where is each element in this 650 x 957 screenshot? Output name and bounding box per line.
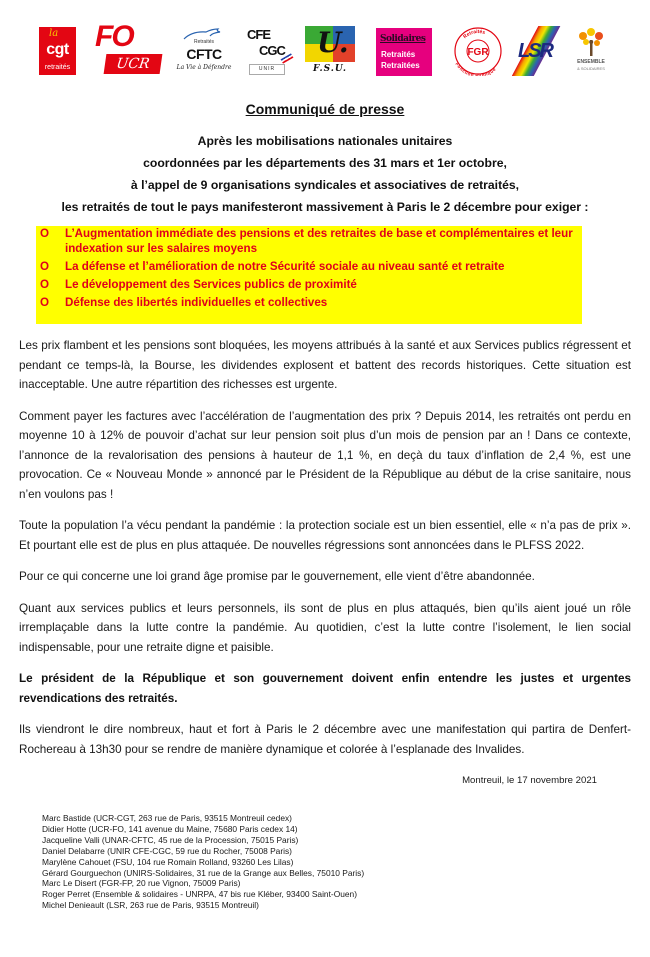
tree-icon — [577, 28, 605, 58]
body-paragraph: Toute la population l’a vécu pendant la pandémie : la protection sociale est un bien essentiel, elle « n’a pas de prix ». Et pourtant elle est de plus en plus attaquée. De nouvelles régressions sont annoncées dans le PLFSS 2022. — [19, 519, 631, 552]
demand-item — [36, 277, 582, 292]
intro-line: Après les mobilisations nationales unitaires — [197, 134, 453, 148]
solidaires-logo — [376, 28, 432, 76]
fgr-fp-logo — [452, 26, 504, 76]
logo-text: UNIR — [249, 64, 285, 75]
logo-text: Retraitées — [381, 61, 420, 70]
intro-line: les retraités de tout le pays manifesteront massivement à Paris le 2 décembre pour exiger : — [61, 200, 589, 214]
logo-text: F.S.U. — [312, 64, 348, 74]
signatory: Gérard Gourguechon (UNIRS-Solidaires, 31 rue de la Grange aux Belles, 75010 Paris) — [42, 867, 365, 878]
body-paragraph: Comment payer les factures avec l’accélération de l’augmentation des prix ? Depuis 2014, les retraités ont perdu en moyenne 10 à 12% de pouvoir d’achat sur leur pension soit plus d’un mois de pension par an ! Dans ce contexte, l’annonce de la revalorisation des pensions à hauteur de 1,1 %, en deçà du taux d’inflation de 2,4 %, est une provocation. Ce « Nouveau Monde » annoncé par le Président de la République au début de la crise sanitaire, nous n’en voulons pas ! — [19, 409, 631, 501]
logo-text: & SOLIDAIRES — [577, 66, 605, 71]
date-line: Montreuil, le 17 novembre 2021 — [462, 775, 597, 786]
logo-text: CFE — [247, 27, 270, 42]
demand-item — [36, 259, 582, 274]
circle-bullet-icon: O — [40, 278, 50, 291]
logo-text: la — [49, 28, 59, 39]
demand-text: L’Augmentation immédiate des pensions et des retraites de base et complémentaires et leur indexation sur les salaires moyens — [65, 227, 573, 255]
signatory: Didier Hotte (UCR-FO, 141 avenue du Maine, 75680 Paris cedex 14) — [42, 823, 298, 834]
signatory: Michel Denieault (LSR, 263 rue de Paris, 93515 Montreuil) — [42, 900, 259, 911]
logo-text: LSR — [518, 40, 552, 62]
logo-text: CGC — [259, 43, 285, 58]
logo-text: La Vie à Défendre — [176, 64, 232, 71]
logo-text: UCR — [104, 54, 163, 74]
fgr-circle-icon — [452, 26, 504, 76]
cgt-retraites-logo — [39, 27, 76, 75]
cfe-cgc-logo — [245, 26, 293, 76]
signatory: Jacqueline Valli (UNAR-CFTC, 45 rue de la Procession, 75015 Paris) — [42, 834, 299, 845]
signatories-list — [42, 813, 631, 911]
logo-text: Fonction Publique — [454, 61, 497, 76]
logo-text: U. — [317, 26, 349, 59]
demand-text: Défense des libertés individuelles et collectives — [65, 296, 328, 309]
signatory: Marc Bastide (UCR-CGT, 263 rue de Paris, 93515 Montreuil cedex) — [42, 813, 292, 823]
body-paragraph: Pour ce qui concerne une loi grand âge promise par le gouvernement, elle vient d’être abandonnée. — [19, 570, 535, 583]
body-paragraph: Ils viendront le dire nombreux, haut et fort à Paris le 2 décembre avec une manifestation qui partira de Denfert-Rochereau à 13h30 pour se rendre de manière dynamique et colorée à l’esplanade des Invalides. — [19, 723, 631, 756]
demand-item — [36, 295, 582, 310]
circle-bullet-icon: O — [40, 227, 50, 240]
ensemble-solidaires-logo — [568, 28, 614, 76]
logo-text: ENSEMBLE — [577, 59, 605, 65]
fsu-logo — [305, 26, 355, 76]
logo-text: Retraités — [381, 50, 416, 59]
logo-text: FO — [95, 20, 133, 53]
body-paragraph: Les prix flambent et les pensions sont bloquées, les moyens attribués à la santé et aux Services publics régressent et pendant ce temps-là, la Bourse, les dividendes explosent et battent des records historiques. Cette situation est inacceptable. Une autre répartition des richesses est urgente. — [19, 339, 631, 391]
signatory: Marylène Cahouet (FSU, 104 rue Romain Rolland, 93260 Les Lilas) — [42, 856, 294, 867]
demands-box — [36, 226, 582, 324]
fo-ucr-logo — [93, 20, 163, 76]
logo-text: FGR — [467, 47, 489, 58]
demands-list — [36, 226, 582, 310]
intro-line: à l’appel de 9 organisations syndicales et associatives de retraités, — [130, 178, 520, 192]
logo-text: Retraités — [462, 28, 486, 41]
cftc-logo — [172, 28, 236, 76]
demand-text: Le développement des Services publics de proximité — [65, 278, 357, 291]
demand-text: La défense et l’amélioration de notre Sécurité sociale au niveau santé et retraite — [65, 260, 505, 273]
circle-bullet-icon: O — [40, 296, 50, 309]
logo-text: retraités — [44, 64, 71, 71]
svg-text:Retraités — [462, 29, 486, 40]
logo-text: cgt — [46, 41, 69, 58]
signatory: Marc Le Disert (FGR-FP, 20 rue Vignon, 75009 Paris) — [42, 878, 241, 889]
logo-text: CFTC — [186, 46, 222, 62]
logo-bar — [0, 20, 650, 78]
key-statement: Le président de la République et son gouvernement doivent enfin entendre les justes et urgentes revendications des retraités. — [19, 672, 631, 705]
svg-text:Fonction Publique — [454, 62, 496, 76]
logo-text: Retraités — [193, 39, 214, 45]
circle-bullet-icon: O — [40, 260, 50, 273]
intro-line: coordonnées par les départements des 31 mars et 1er octobre, — [143, 156, 507, 170]
fsu-color-block — [305, 26, 355, 62]
signatory: Roger Perret (Ensemble & solidaires - UNRPA, 47 bis rue Kléber, 93400 Saint-Ouen) — [42, 889, 357, 900]
intro-block — [19, 130, 631, 218]
demand-item — [36, 226, 582, 256]
page-title: Communiqué de presse — [245, 101, 405, 117]
signatory: Daniel Delabarre (UNIR CFE-CGC, 59 rue du Rocher, 75008 Paris) — [42, 845, 292, 856]
lsr-logo — [512, 26, 562, 76]
document-body — [0, 100, 650, 931]
logo-text: Solidaires — [380, 34, 426, 44]
body-paragraph: Quant aux services publics et leurs personnels, ils sont de plus en plus attaqués, bien qu’ils aient joué un rôle irremplaçable dans la lutte contre la pandémie. Au quotidien, c’est la lutte contre l’isolement, le lien social indispensable, pour une retraite digne et paisible. — [19, 601, 631, 654]
